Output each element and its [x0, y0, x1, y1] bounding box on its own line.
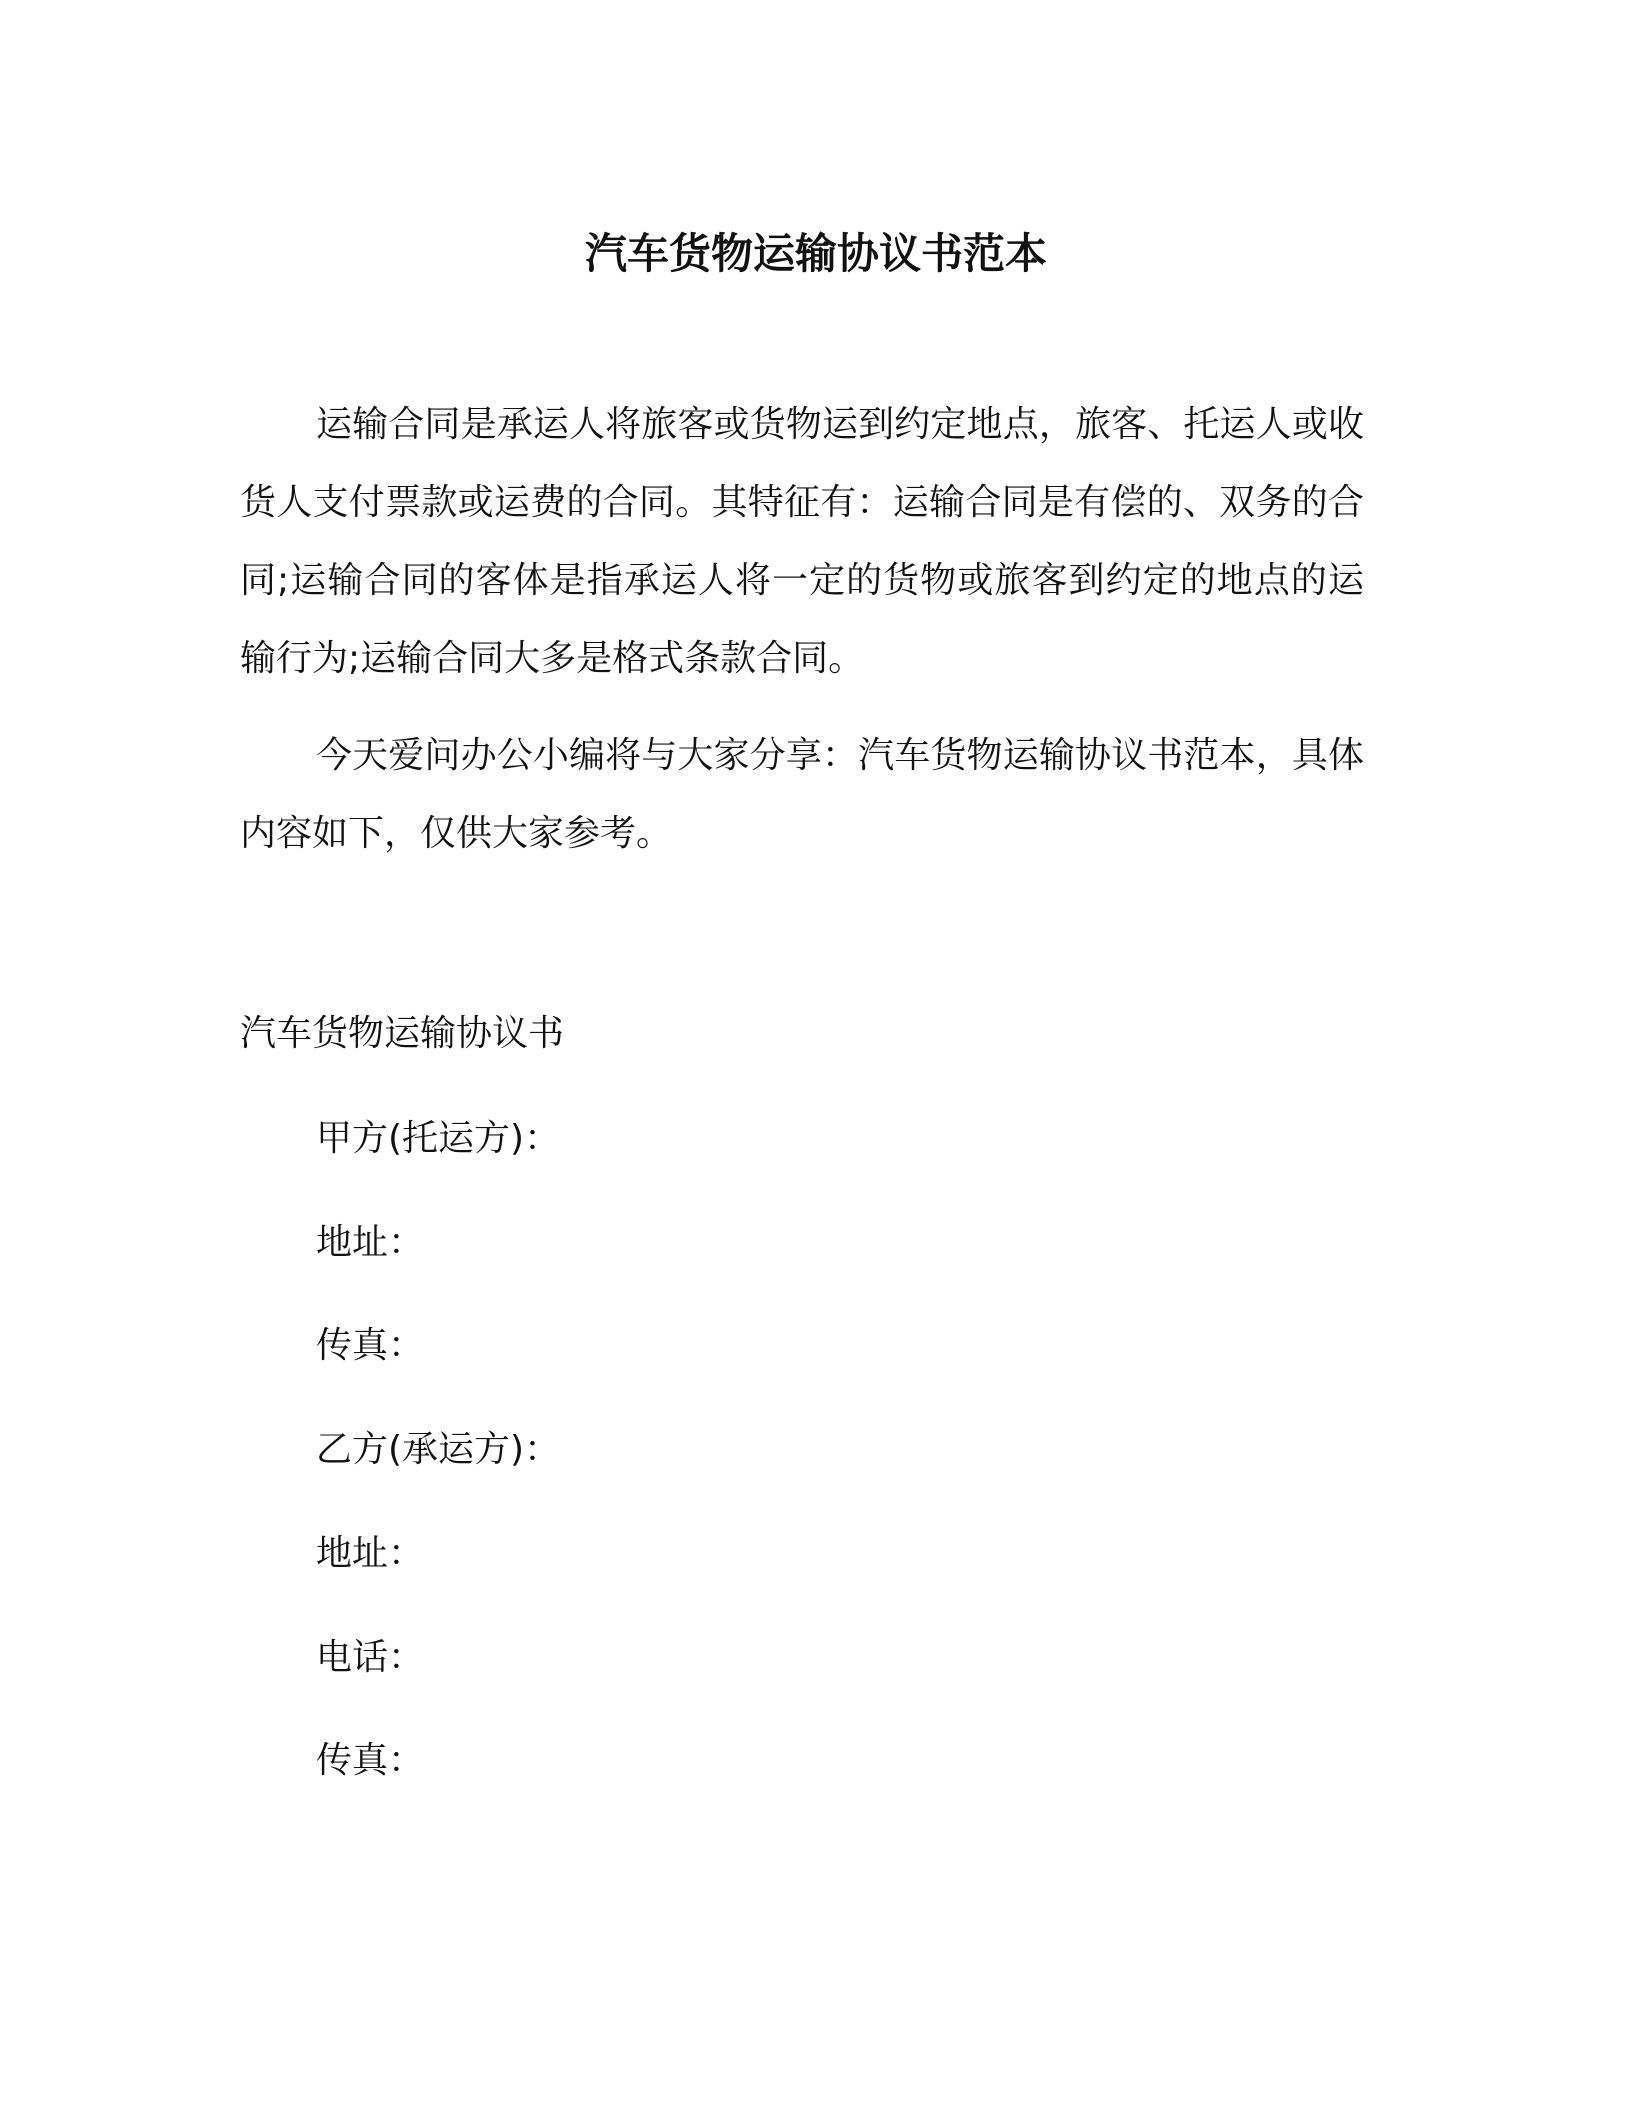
share-paragraph: 今天爱问办公小编将与大家分享：汽车货物运输协议书范本，具体内容如下，仅供大家参考。 — [240, 735, 1364, 854]
party-b-address-label: 地址： — [316, 1533, 425, 1574]
agreement-subtitle: 汽车货物运输协议书 — [240, 1013, 565, 1054]
party-a-fax-label: 传真： — [316, 1325, 425, 1366]
party-b-label: 乙方(承运方)： — [316, 1429, 561, 1470]
party-b-fax-label: 传真： — [316, 1740, 425, 1781]
document-title: 汽车货物运输协议书范本 — [584, 229, 1047, 278]
party-a-address-label: 地址： — [316, 1222, 425, 1263]
intro-paragraph: 运输合同是承运人将旅客或货物运到约定地点，旅客、托运人或收货人支付票款或运费的合同。其特征有：运输合同是有偿的、双务的合同;运输合同的客体是指承运人将一定的货物或旅客到约定的地点的运输行为;运输合同大多是格式条款合同。 — [240, 404, 1364, 679]
party-a-label: 甲方(托运方)： — [316, 1118, 561, 1159]
party-b-phone-label: 电话： — [316, 1637, 425, 1678]
